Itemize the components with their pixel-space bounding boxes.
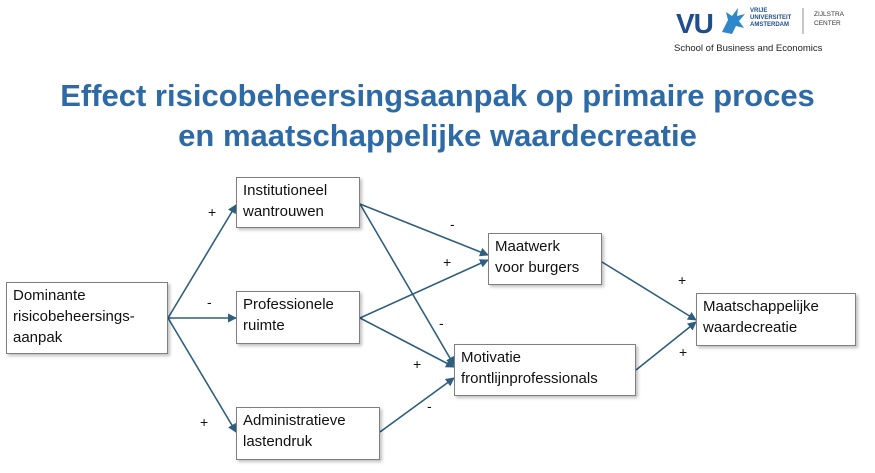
node-text: wantrouwen bbox=[243, 203, 324, 220]
node-text: Maatwerk bbox=[495, 238, 561, 255]
sign-motivatie-maatschappelijke: + bbox=[679, 344, 688, 360]
node-text: Institutioneel bbox=[243, 182, 328, 199]
university-line: VRIJE bbox=[750, 8, 768, 14]
node-text: risicobeheersings- bbox=[13, 308, 135, 325]
node-text: Administratieve bbox=[243, 412, 346, 429]
node-maatschappelijke bbox=[696, 293, 856, 346]
university-line: AMSTERDAM bbox=[750, 22, 789, 28]
node-dominante bbox=[6, 282, 168, 354]
sign-institutioneel-motivatie: - bbox=[439, 315, 444, 331]
edge-institutioneel-motivatie bbox=[360, 204, 454, 365]
title-line-2: en maatschappelijke waardecreatie bbox=[178, 118, 697, 153]
node-text: aanpak bbox=[13, 329, 63, 346]
sign-dominante-administratieve: + bbox=[200, 414, 209, 430]
node-text: Maatschappelijke bbox=[703, 298, 819, 315]
edge-administratieve-motivatie bbox=[380, 378, 454, 432]
node-text: voor burgers bbox=[495, 259, 580, 276]
node-motivatie bbox=[454, 344, 636, 396]
node-maatwerk bbox=[488, 233, 602, 285]
sign-institutioneel-maatwerk: - bbox=[450, 216, 455, 232]
sign-dominante-professionele: - bbox=[207, 294, 212, 310]
sign-dominante-institutioneel: + bbox=[208, 204, 217, 220]
edge-dominante-institutioneel bbox=[168, 205, 236, 318]
node-text: Dominante bbox=[13, 287, 86, 304]
node-text: waardecreatie bbox=[703, 319, 798, 336]
node-institutioneel bbox=[236, 177, 360, 228]
university-line: UNIVERSITEIT bbox=[750, 15, 792, 21]
node-text: Motivatie bbox=[461, 349, 522, 366]
node-administratieve bbox=[236, 407, 380, 460]
center-line: CENTER bbox=[814, 20, 841, 27]
node-text: frontlijnprofessionals bbox=[461, 370, 598, 387]
sign-maatwerk-maatschappelijke: + bbox=[678, 272, 687, 288]
vu-mark: VU bbox=[676, 8, 713, 39]
school-name: School of Business and Economics bbox=[674, 43, 823, 54]
sign-professionele-maatwerk: + bbox=[443, 254, 452, 270]
node-text: ruimte bbox=[243, 317, 285, 334]
node-text: Professionele bbox=[243, 296, 334, 313]
title-line-1: Effect risicobeheersingsaanpak op primaire proces bbox=[60, 78, 815, 113]
edge-maatwerk-maatschappelijke bbox=[602, 262, 696, 320]
sign-professionele-motivatie: + bbox=[413, 356, 422, 372]
node-professionele bbox=[236, 291, 360, 344]
edge-institutioneel-maatwerk bbox=[360, 204, 488, 255]
sign-administratieve-motivatie: - bbox=[427, 398, 432, 414]
edge-professionele-maatwerk bbox=[360, 260, 488, 318]
node-text: lastendruk bbox=[243, 433, 313, 450]
center-line: ZIJLSTRA bbox=[814, 11, 844, 18]
